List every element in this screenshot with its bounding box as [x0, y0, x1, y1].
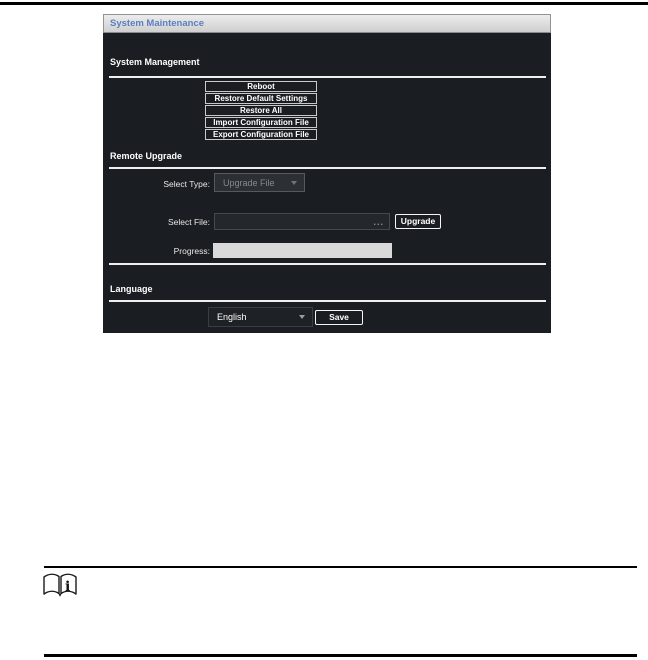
- page-top-rule: [0, 2, 648, 5]
- language-dropdown[interactable]: [208, 307, 313, 327]
- language-value: English: [217, 312, 247, 322]
- note-section-rule: [44, 566, 637, 568]
- chevron-down-icon: [299, 315, 305, 319]
- panel-title-bar: [103, 14, 551, 33]
- section-divider: [109, 263, 546, 265]
- select-type-value: Upgrade File: [223, 177, 275, 188]
- page-bottom-rule: [44, 654, 637, 657]
- upgrade-button[interactable]: Upgrade: [395, 214, 441, 229]
- import-configuration-file-button[interactable]: Import Configuration File: [205, 117, 317, 128]
- system-maintenance-panel: [103, 14, 551, 333]
- section-title-language: Language: [110, 284, 153, 294]
- panel-body: [103, 33, 551, 333]
- restore-default-settings-button[interactable]: Restore Default Settings: [205, 93, 317, 104]
- browse-button[interactable]: ...: [373, 216, 384, 227]
- system-management-buttons: [205, 81, 317, 141]
- select-type-label: Select Type:: [163, 179, 210, 189]
- export-configuration-file-button[interactable]: Export Configuration File: [205, 129, 317, 140]
- restore-all-button[interactable]: Restore All: [205, 105, 317, 116]
- svg-text:i: i: [65, 579, 71, 595]
- instruction-manual-book-icon: [42, 572, 78, 599]
- chevron-down-icon: [291, 181, 297, 185]
- select-file-label: Select File:: [167, 217, 210, 227]
- select-file-input[interactable]: [215, 214, 373, 229]
- select-file-field: [214, 213, 390, 230]
- panel-title: System Maintenance: [110, 18, 204, 29]
- select-type-dropdown[interactable]: [214, 173, 305, 192]
- section-divider: [109, 300, 546, 302]
- reboot-button[interactable]: Reboot: [205, 81, 317, 92]
- save-button[interactable]: Save: [315, 310, 363, 325]
- section-divider: [109, 76, 546, 78]
- section-title-system-management: System Management: [110, 57, 200, 67]
- section-title-remote-upgrade: Remote Upgrade: [110, 151, 183, 161]
- progress-label: Progress:: [173, 246, 210, 256]
- section-divider: [109, 167, 546, 169]
- progress-bar: [213, 243, 392, 258]
